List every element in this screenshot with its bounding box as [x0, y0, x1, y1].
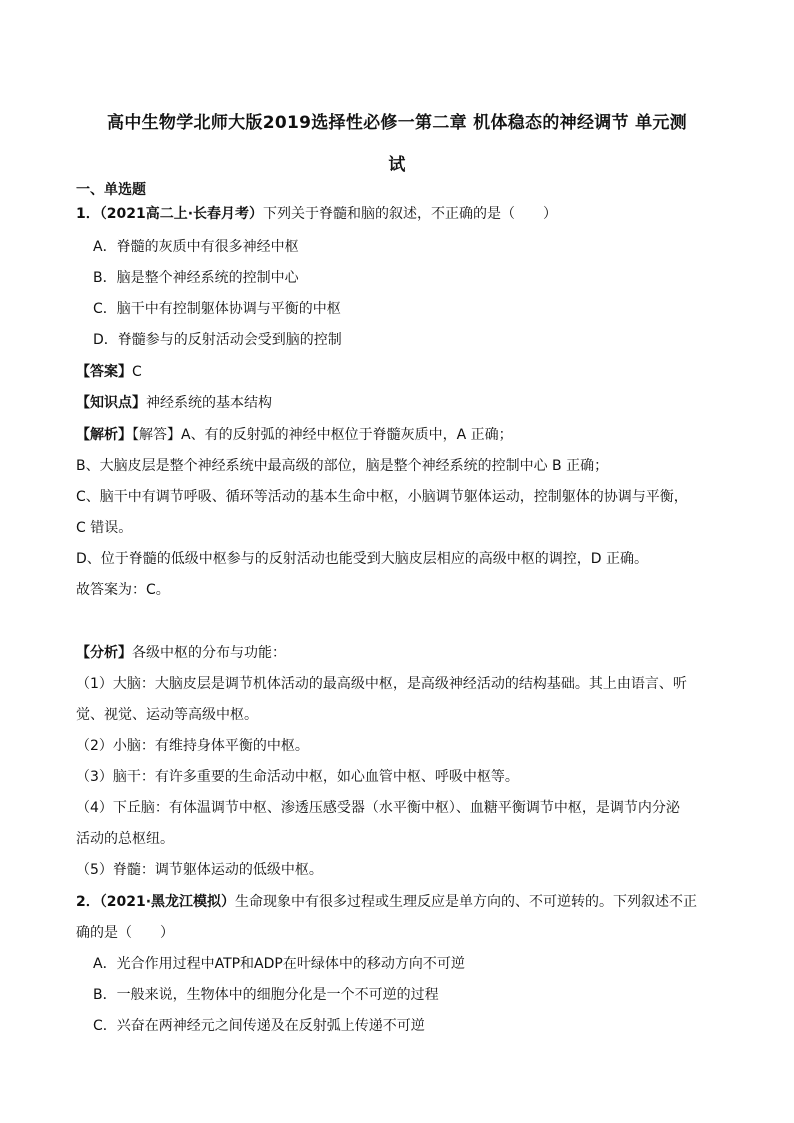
fenxi-line-6: （4）下丘脑：有体温调节中枢、渗透压感受器（水平衡中枢）、血糖平衡调节中枢，是调节内分泌 [76, 800, 680, 816]
question-text: 生命现象中有很多过程或生理反应是单方向的、不可逆转的。下列叙述不正 [235, 894, 698, 910]
fenxi-text: 各级中枢的分布与功能： [132, 645, 286, 661]
analysis-line-5: D、位于脊髓的低级中枢参与的反射活动也能受到大脑皮层相应的高级中枢的调控，D 正确。 [76, 551, 649, 567]
question-1-option-d: D．脊髓参与的反射活动会受到脑的控制 [93, 332, 342, 348]
question-1-option-c: C．脑干中有控制躯体协调与平衡的中枢 [93, 301, 341, 317]
question-number: 1． [76, 206, 100, 222]
knowledge-point-line [76, 394, 272, 412]
question-2-option-b: B．一般来说，生物体中的细胞分化是一个不可逆的过程 [93, 987, 439, 1003]
knowledge-point-value: 神经系统的基本结构 [146, 395, 272, 411]
analysis-line-3: C、脑干中有调节呼吸、循环等活动的基本生命中枢，小脑调节躯体运动，控制躯体的协调与平衡， [76, 489, 688, 505]
question-1-option-a: A．脊髓的灰质中有很多神经中枢 [93, 239, 299, 255]
document-title-line-2: 试 [388, 155, 406, 175]
question-number: 2． [76, 894, 100, 910]
analysis-text: 【解答】A、有的反射弧的神经中枢位于脊髓灰质中，A 正确； [132, 427, 513, 443]
fenxi-line-4: （2）小脑：有维持身体平衡的中枢。 [76, 738, 309, 754]
document-title-line-1: 高中生物学北师大版2019选择性必修一第二章 机体稳态的神经调节 单元测 [107, 113, 687, 133]
answer-label: 【答案】 [76, 364, 132, 380]
question-2-option-c: C．兴奋在两神经元之间传递及在反射弧上传递不可逆 [93, 1018, 425, 1034]
fenxi-line-8: （5）脊髓：调节躯体运动的低级中枢。 [76, 862, 323, 878]
question-2-stem-line-1 [76, 893, 697, 911]
analysis-line-4: C 错误。 [76, 520, 133, 536]
fenxi-line-5: （3）脑干：有许多重要的生命活动中枢，如心血管中枢、呼吸中枢等。 [76, 769, 519, 785]
analysis-label: 【解析】 [76, 427, 132, 443]
fenxi-line-3: 觉、视觉、运动等高级中枢。 [76, 707, 258, 723]
answer-value: C [132, 364, 142, 380]
question-2-stem-line-2: 确的是（ ） [76, 925, 174, 941]
fenxi-line-2: （1）大脑：大脑皮层是调节机体活动的最高级中枢，是高级神经活动的结构基础。其上由语言、听 [76, 676, 687, 692]
question-1-option-b: B．脑是整个神经系统的控制中心 [93, 270, 299, 286]
fenxi-label: 【分析】 [76, 645, 132, 661]
question-source: （2021·黑龙江模拟） [99, 894, 236, 910]
knowledge-point-label: 【知识点】 [76, 395, 146, 411]
section-heading: 一、单选题 [76, 182, 146, 198]
analysis-line-1 [76, 426, 513, 444]
answer-line [76, 363, 142, 381]
analysis-line-2: B、大脑皮层是整个神经系统中最高级的部位，脑是整个神经系统的控制中心 B 正确； [76, 458, 609, 474]
question-text: 下列关于脊髓和脑的叙述，不正确的是（ ） [263, 206, 558, 222]
question-source: （2021高二上·长春月考） [99, 206, 264, 222]
analysis-line-6: 故答案为：C。 [76, 582, 170, 598]
fenxi-line-7: 活动的总枢纽。 [76, 831, 174, 847]
fenxi-line-1 [76, 644, 286, 662]
question-2-option-a: A．光合作用过程中ATP和ADP在叶绿体中的移动方向不可逆 [93, 956, 465, 972]
question-1-stem [76, 205, 557, 223]
